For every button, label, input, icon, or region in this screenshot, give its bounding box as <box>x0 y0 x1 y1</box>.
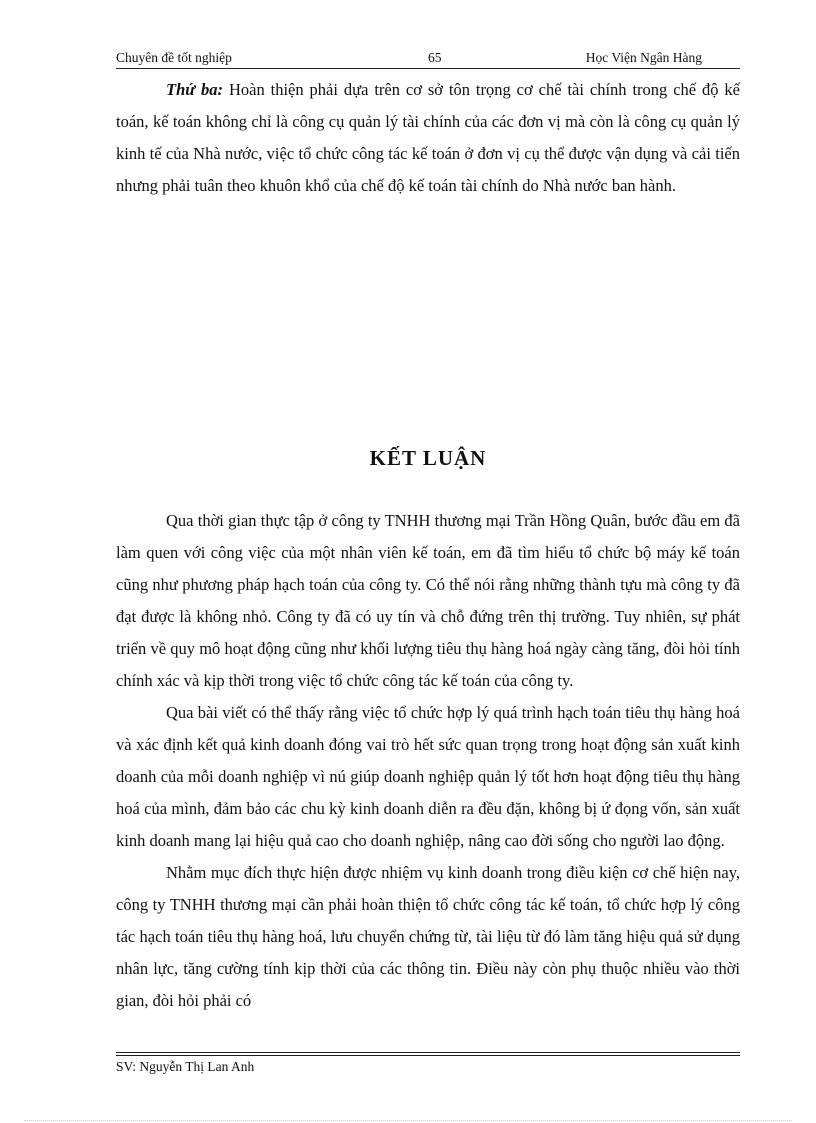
footer-divider-top <box>116 1052 740 1053</box>
section-one-paragraph <box>116 74 740 202</box>
header-institution: Học Viện Ngân Hàng <box>585 50 702 65</box>
header-doc-title: Chuyên đề tốt nghiệp <box>116 50 232 65</box>
page-number: 65 <box>428 50 442 65</box>
conclusion-paragraph-2: Qua bài viết có thể thấy rằng việc tổ chức hợp lý quá trình hạch toán tiêu thụ hàng hoá và xác định kết quả kinh doanh đóng vai trò hết sức quan trọng trong hoạt động sản xuất kinh doanh của mỗi doanh nghiệp vì nú giúp doanh nghiệp quản lý tốt hơn hoạt động tiêu thụ hàng hoá của mình, đảm bảo các chu kỳ kinh doanh diễn ra đều đặn, không bị ứ đọng vốn, sản xuất kinh doanh mang lại hiệu quả cao cho doanh nghiệp, nâng cao đời sống cho người lao động. <box>116 703 740 850</box>
footer-divider-bottom <box>116 1055 740 1056</box>
footer-author: SV: Nguyễn Thị Lan Anh <box>116 1059 255 1074</box>
section-one-lead: Thứ ba: <box>166 80 224 99</box>
conclusion-body <box>116 505 740 1017</box>
section-one-text: Hoàn thiện phải dựa trên cơ sở tôn trọng cơ chế tài chính trong chế độ kế toán, kế toán không chỉ là công cụ quản lý tài chính của các đơn vị mà còn là công cụ quản lý kinh tế của Nhà nước, việc tổ chức công tác kế toán ở đơn vị cụ thể được vận dụng và cải tiến nhưng phải tuân theo khuôn khổ của chế độ kế toán tài chính do Nhà nước ban hành. <box>116 80 741 195</box>
page-edge <box>24 1120 792 1121</box>
conclusion-paragraph-1: Qua thời gian thực tập ở công ty TNHH thương mại Trần Hồng Quân, bước đầu em đã làm quen với công việc của một nhân viên kế toán, em đã tìm hiểu tổ chức bộ máy kế toán cũng như phương pháp hạch toán của công ty. Có thể nói rằng những thành tựu mà công ty đã đạt được là không nhỏ. Công ty đã có uy tín và chỗ đứng trên thị trường. Tuy nhiên, sự phát triển về quy mô hoạt động cũng như khối lượng tiêu thụ hàng hoá ngày càng tăng, đòi hỏi tính chính xác và kịp thời trong việc tổ chức công tác kế toán của công ty. <box>116 511 740 690</box>
header-divider <box>116 68 740 69</box>
conclusion-title: KẾT LUẬN <box>369 446 487 470</box>
conclusion-paragraph-3: Nhằm mục đích thực hiện được nhiệm vụ kinh doanh trong điều kiện cơ chế hiện nay, công ty TNHH thương mại cần phải hoàn thiện tổ chức công tác kế toán, tổ chức hợp lý công tác hạch toán tiêu thụ hàng hoá, lưu chuyển chứng từ, tài liệu từ đó làm tăng hiệu quả sử dụng nhân lực, tăng cường tính kịp thời của các thông tin. Điều này còn phụ thuộc nhiều vào thời gian, đòi hỏi phải có <box>116 863 740 1010</box>
section-one <box>116 74 740 202</box>
page-header <box>116 50 740 70</box>
